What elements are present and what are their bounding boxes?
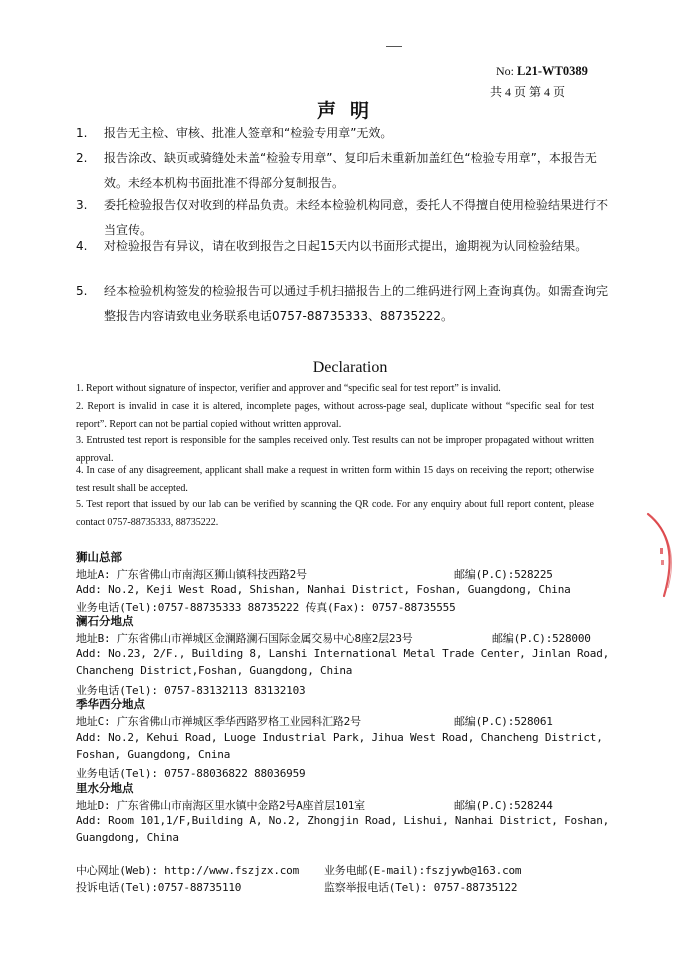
complaint-phone: 投诉电话(Tel):0757-88735110 [76, 881, 242, 894]
seal-stamp-icon [646, 510, 686, 600]
declaration-en-title: Declaration [312, 359, 388, 376]
address-cn-d: 地址D: 广东省佛山市南海区里水镇中金路2号A座首层101室 [76, 799, 365, 812]
postcode-d: 邮编(P.C):528244 [454, 799, 553, 812]
postcode-b: 邮编(P.C):528000 [492, 632, 591, 645]
postcode-a: 邮编(P.C):528225 [454, 568, 553, 581]
declaration-en-item: 5. Test report that issued by our lab can be verified by scanning the QR code. For any enquiry about full report content, please contact 0757-88735333, 88735222. [76, 499, 594, 528]
address-en-c-line1: Add: No.2, Kehui Road, Luoge Industrial Park, Jihua West Road, Chancheng District, [76, 731, 603, 744]
declaration-en-item: 2. Report is invalid in case it is altered, incomplete pages, without across-page seal, duplicate without “specific seal for test report”. Report can not be partial copied without written approval. [76, 401, 594, 430]
address-en-b-line2: Chancheng District,Foshan, Guangdong, China [76, 664, 353, 677]
address-en-d-line1: Add: Room 101,1/F,Building A, No.2, Zhongjin Road, Lishui, Nanhai District, Foshan, [76, 814, 610, 827]
branch-title-d: 里水分地点 [76, 781, 134, 795]
address-cn-b: 地址B: 广东省佛山市禅城区金澜路澜石国际金属交易中心8座2层23号 [76, 632, 413, 645]
address-en-a: Add: No.2, Keji West Road, Shishan, Nanhai District, Foshan, Guangdong, China [76, 583, 571, 596]
email-link[interactable]: 业务电邮(E-mail):fszjywb@163.com [324, 864, 522, 877]
phone-b: 业务电话(Tel): 0757-83132113 83132103 [76, 684, 306, 697]
page-count: 共 4 页 第 4 页 [490, 85, 566, 99]
phone-c: 业务电话(Tel): 0757-88036822 88036959 [76, 767, 306, 780]
report-number: No: L21-WT0389 [496, 64, 588, 78]
address-cn-a: 地址A: 广东省佛山市南海区狮山镇科技西路2号 [76, 568, 307, 581]
scan-mark [386, 46, 402, 47]
phone-a: 业务电话(Tel):0757-88735333 88735222 传真(Fax): 0757-88735555 [76, 601, 456, 614]
branch-title-b: 澜石分地点 [76, 614, 134, 628]
declaration-en-item: 1. Report without signature of inspector, verifier and approver and “specific seal for test report” is invalid. [76, 383, 501, 394]
declaration-en-item: 3. Entrusted test report is responsible for the samples received only. Test results can not be improper propagated without written approval. [76, 435, 594, 464]
website-link[interactable]: 中心网址(Web): http://www.fszjzx.com [76, 864, 300, 877]
supervision-phone: 监察举报电话(Tel): 0757-88735122 [324, 881, 518, 894]
address-cn-c: 地址C: 广东省佛山市禅城区季华西路罗格工业园科汇路2号 [76, 715, 361, 728]
declaration-en-item: 4. In case of any disagreement, applicant shall make a request in written form within 15 days on receiving the report; otherwise test result shall be accepted. [76, 465, 594, 494]
branch-title-c: 季华西分地点 [76, 697, 145, 711]
declaration-cn-title: 声明 [316, 100, 383, 122]
postcode-c: 邮编(P.C):528061 [454, 715, 553, 728]
address-en-d-line2: Guangdong, China [76, 831, 179, 844]
address-en-b-line1: Add: No.23, 2/F., Building 8, Lanshi International Metal Trade Center, Jinlan Road, [76, 647, 610, 660]
branch-title-a: 狮山总部 [76, 550, 122, 564]
address-en-c-line2: Foshan, Guangdong, Cnina [76, 748, 231, 761]
